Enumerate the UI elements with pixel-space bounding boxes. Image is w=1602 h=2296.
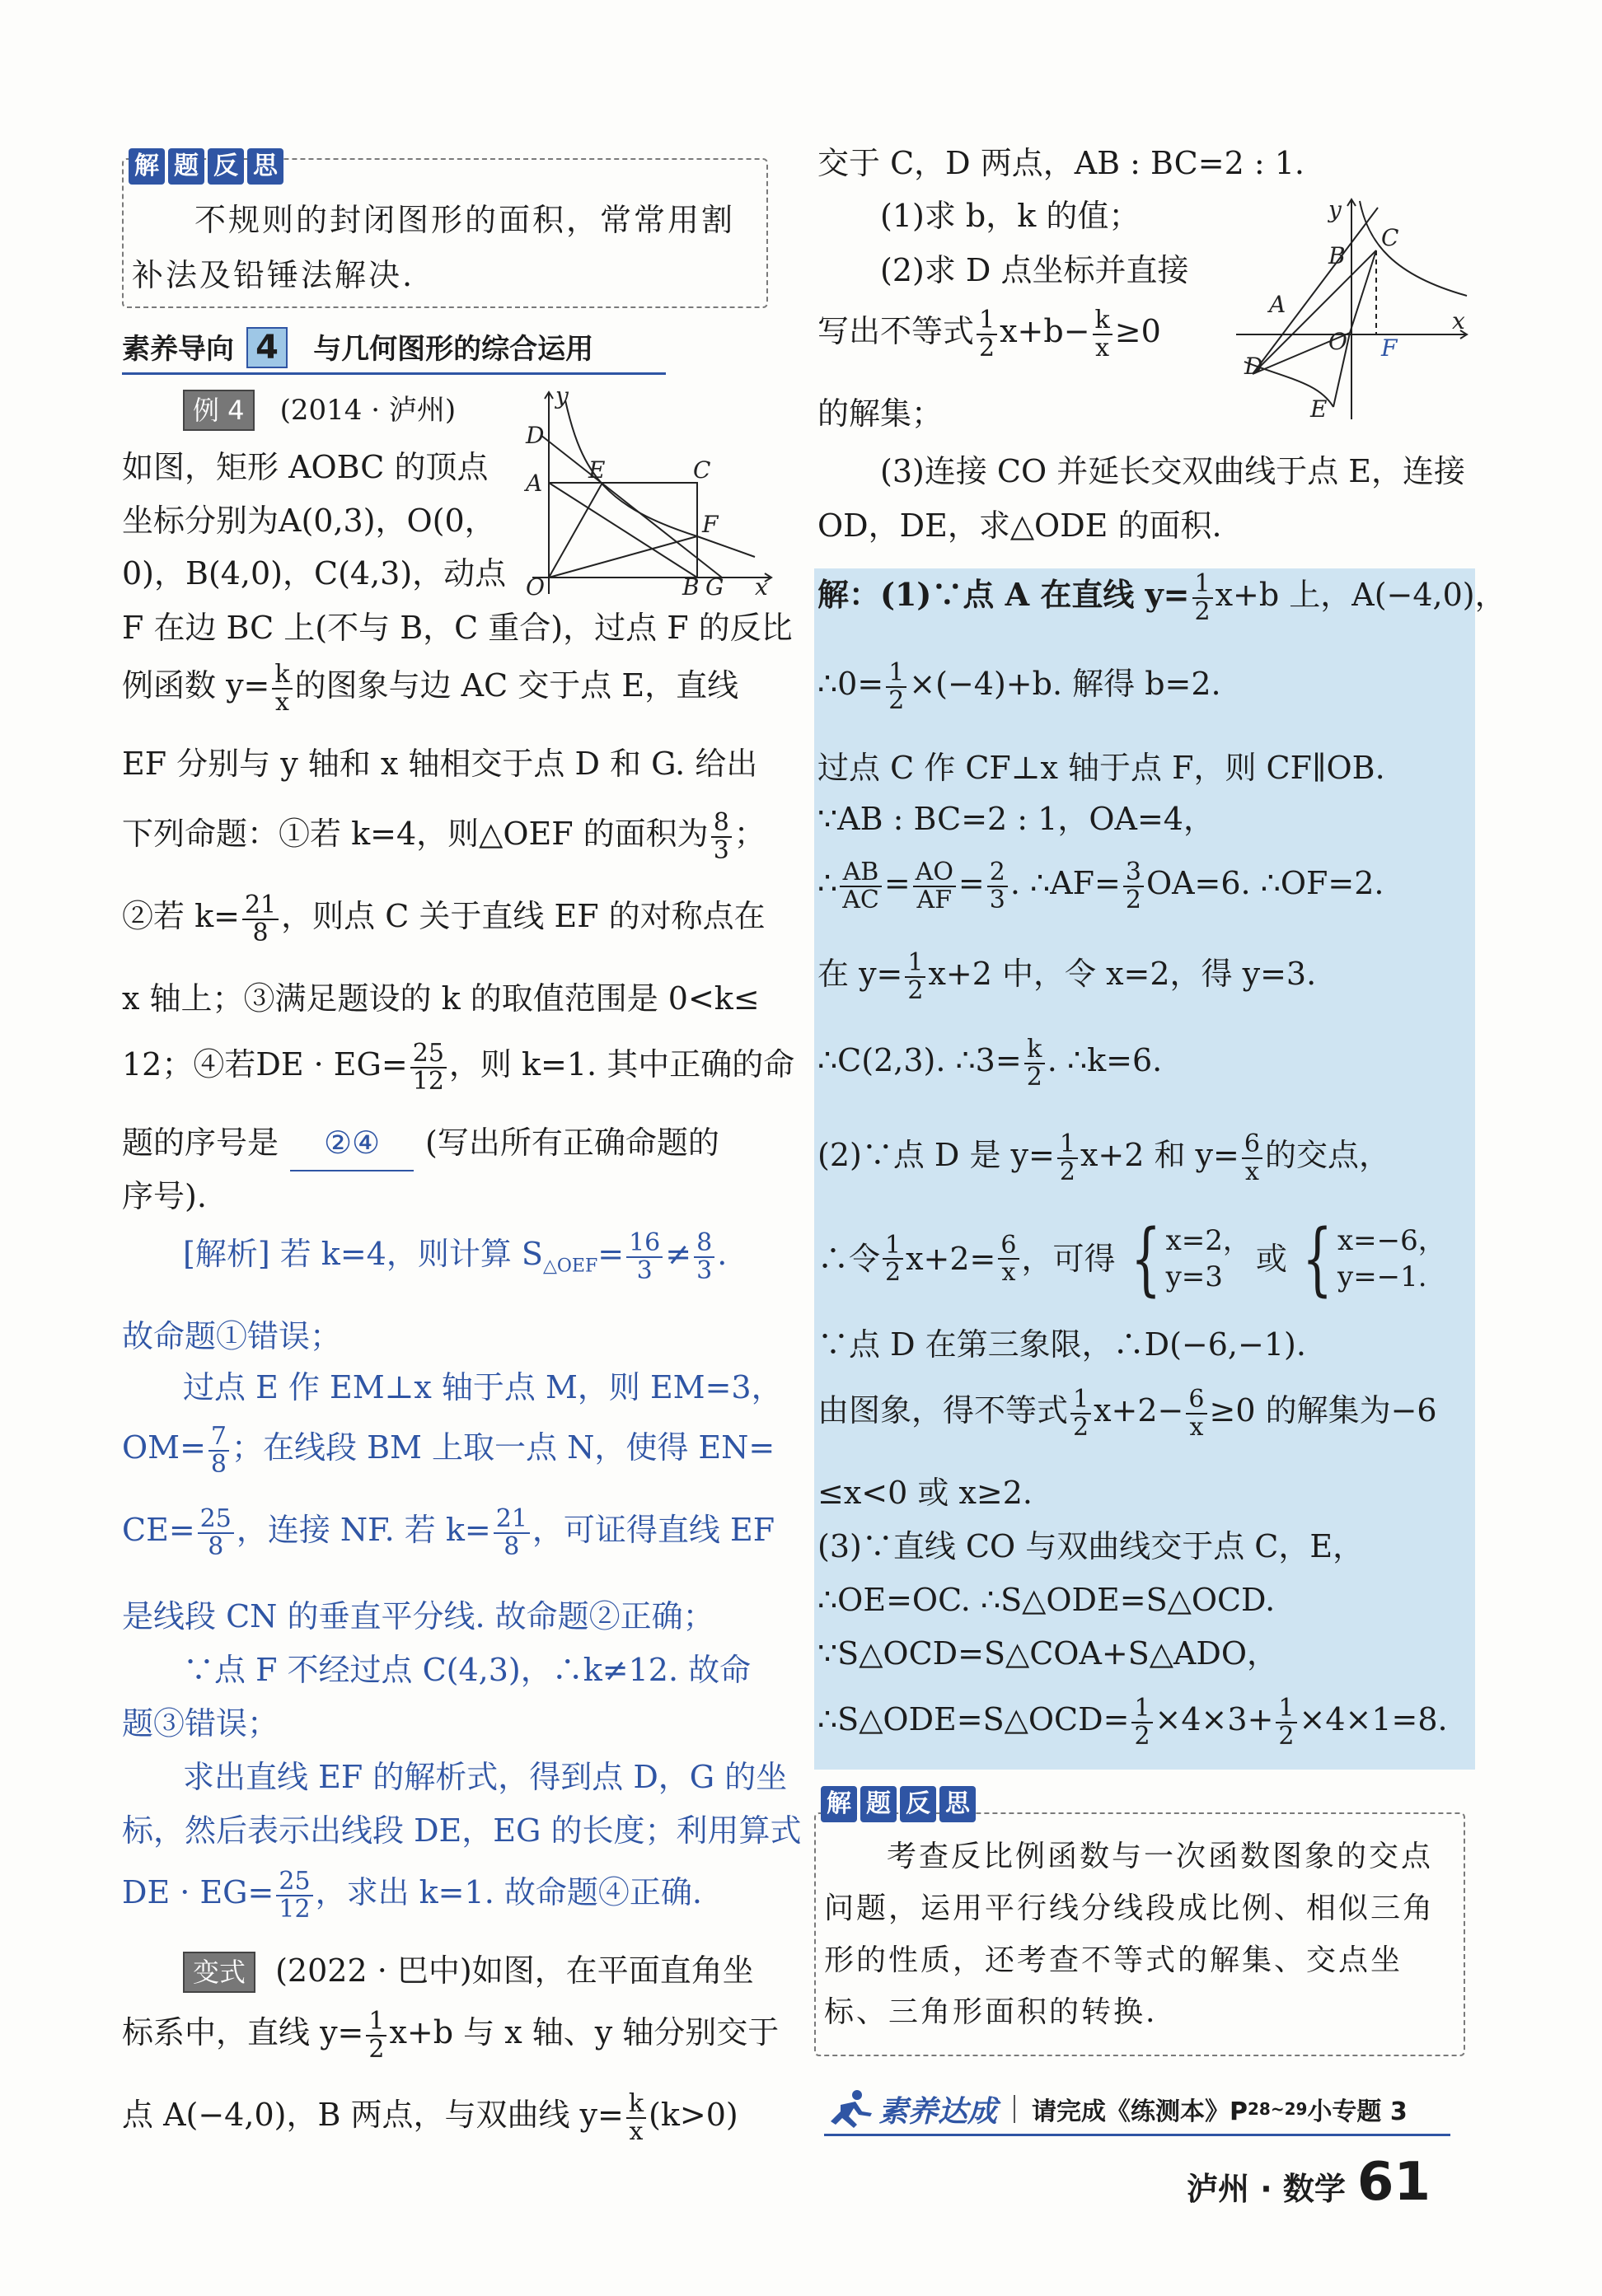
- example-line-3: 0)，B(4,0)，C(4,3)，动点: [122, 555, 507, 592]
- analysis-line-11: DE · EG= $\frac{25}{12}$ ，求出 k=1. 故命题④正确.: [122, 1867, 702, 1924]
- fig2-label-b: B: [1328, 242, 1346, 269]
- example-line-8: ②若 k= $\frac{21}{8}$ ，则点 C 关于直线 EF 的对称点在: [122, 891, 766, 947]
- solution-line-6: 在 y= $\frac{1}{2}$ x+2 中，令 x=2，得 y=3.: [817, 948, 1317, 1005]
- example-label: 例 4: [183, 390, 255, 431]
- frac-k-x: $\frac{k}{x}$: [272, 662, 292, 715]
- section-heading: [122, 326, 666, 375]
- section-title: 与几何图形的综合运用: [313, 333, 594, 366]
- answer-blank[interactable]: ②④: [290, 1116, 414, 1171]
- solution-line-14: ∴OE=OC. ∴S△ODE=S△OCD.: [817, 1582, 1276, 1618]
- page-footer-right: [1187, 2152, 1431, 2213]
- example-source: (2014 · 泸州): [279, 394, 457, 427]
- fig1-label-f: F: [702, 511, 719, 538]
- analysis-line-9: 求出直线 EF 的解析式，得到点 D，G 的坐: [183, 1759, 788, 1795]
- analysis-line-2: 故命题①错误；: [122, 1318, 342, 1354]
- footer-task[interactable]: 请完成《练测本》P: [1032, 2097, 1248, 2126]
- right-line-2: (1)求 b，k 的值；: [880, 198, 1141, 234]
- fig1-label-x: x: [755, 573, 768, 598]
- tips-label-2: 解 题 反 思: [821, 1786, 976, 1822]
- solution-line-16: ∴S△ODE=S△OCD= $\frac{1}{2}$ ×4×3+ $\frac{1}{2}$ ×4×1=8.: [817, 1694, 1448, 1751]
- section-label: 素养导向: [122, 333, 234, 366]
- analysis-line-10: 标，然后表示出线段 DE，EG 的长度；利用算式: [122, 1812, 802, 1849]
- example-header: [183, 387, 456, 435]
- system-2: { x=−6， y=−1.: [1302, 1213, 1446, 1305]
- right-line-3: (2)求 D 点坐标并直接: [880, 252, 1189, 288]
- example-line-10: 12；④若DE · EG= $\frac{25}{12}$ ，则 k=1. 其中正确的命: [122, 1039, 795, 1096]
- fig1-label-e: E: [588, 456, 606, 484]
- example-line-2: 坐标分别为A(0,3)，O(0，: [122, 503, 496, 539]
- solution-line-10: ∵点 D 在第三象限，∴D(−6,−1).: [817, 1326, 1306, 1363]
- variant-line-1: 变式 (2022 · 巴中)如图，在平面直角坐: [183, 1944, 754, 1998]
- tips-label-1: 解 题 反 思: [129, 148, 283, 185]
- right-line-5: 的解集；: [817, 395, 944, 432]
- page-number: 61: [1356, 2152, 1431, 2213]
- fig2-label-f: F: [1381, 334, 1398, 362]
- fig1-label-d: D: [526, 422, 545, 449]
- analysis-line-6: 是线段 CN 的垂直平分线. 故命题②正确；: [122, 1598, 714, 1634]
- analysis-line-3: 过点 E 作 EM⊥x 轴于点 M，则 EM=3，: [183, 1369, 783, 1405]
- footer-divider: [1014, 2095, 1015, 2123]
- fig2-label-o: O: [1328, 328, 1347, 355]
- right-line-6: (3)连接 CO 并延长交双曲线于点 E，连接: [880, 453, 1466, 489]
- footer-subject: 泸州 · 数学: [1187, 2171, 1346, 2207]
- fig2-label-a: A: [1269, 291, 1286, 318]
- analysis-line-7: ∵点 F 不经过点 C(4,3)，∴k≠12. 故命: [183, 1652, 752, 1688]
- solution-line-2: ∴0= $\frac{1}{2}$ ×(−4)+b. 解得 b=2.: [817, 658, 1221, 715]
- solution-line-7: ∴C(2,3). ∴3= $\frac{k}{2}$ . ∴k=6.: [817, 1035, 1163, 1092]
- tips-text-1: 不规则的封闭图形的面积，常常用割补法及铅锤法解决.: [132, 202, 736, 293]
- fig2-label-e: E: [1310, 395, 1328, 423]
- example-line-6: EF 分别与 y 轴和 x 轴相交于点 D 和 G. 给出: [122, 746, 758, 782]
- solution-line-12: ≤x<0 或 x≥2.: [817, 1475, 1033, 1511]
- fig2-label-y: y: [1328, 196, 1342, 223]
- right-line-4: 写出不等式 $\frac{1}{2}$ x+b− $\frac{k}{x}$ ≥0: [817, 306, 1161, 362]
- solution-line-15: ∵S△OCD=S△COA+S△ADO，: [817, 1635, 1279, 1672]
- footer-bar: [824, 2084, 1450, 2136]
- example-line-12: 序号).: [122, 1178, 207, 1214]
- fig1-label-c: C: [693, 456, 711, 484]
- example-line-1: 如图，矩形 AOBC 的顶点: [122, 449, 489, 485]
- analysis-line-8: 题③错误；: [122, 1705, 279, 1742]
- solution-line-9: ∴令 $\frac{1}{2}$ x+2= $\frac{6}{x}$ ，可得 { x=2， y=3 或 { x=−6， y=−1.: [817, 1213, 1446, 1305]
- right-line-1: 交于 C，D 两点，AB : BC=2 : 1.: [817, 145, 1305, 181]
- fig2-label-x: x: [1452, 307, 1465, 334]
- right-line-7: OD，DE，求△ODE 的面积.: [817, 507, 1222, 544]
- variant-label: 变式: [183, 1952, 255, 1993]
- solution-line-11: 由图象，得不等式 $\frac{1}{2}$ x+2− $\frac{6}{x}$ ≥0 的解集为−6: [817, 1385, 1437, 1442]
- solution-line-1: 解：(1)∵点 A 在直线 y= $\frac{1}{2}$ x+b 上，A(−4,0)，: [817, 569, 1506, 626]
- example-line-4: F 在边 BC 上(不与 B，C 重合)，过点 F 的反比: [122, 610, 793, 646]
- variant-line-2: 标系中，直线 y= $\frac{1}{2}$ x+b 与 x 轴、y 轴分别交于: [122, 2007, 780, 2064]
- fig2-label-c: C: [1381, 224, 1399, 251]
- example-line-7: 下列命题：①若 k=4，则△OEF 的面积为 $\frac{8}{3}$ ；: [122, 808, 766, 865]
- analysis-line-4: OM= $\frac{7}{8}$ ；在线段 BM 上取一点 N，使得 EN=: [122, 1422, 775, 1479]
- figure-line-hyperbola: [1236, 193, 1475, 423]
- analysis-line-5: CE= $\frac{25}{8}$ ，连接 NF. 若 k= $\frac{21}{8}$ ，可证得直线 EF: [122, 1504, 775, 1561]
- solution-line-8: (2)∵点 D 是 y= $\frac{1}{2}$ x+2 和 y= $\frac{6}{x}$ 的交点，: [817, 1129, 1390, 1186]
- figure-rectangle-hyperbola: [508, 384, 780, 598]
- fig1-label-b: B: [682, 573, 700, 598]
- tips-text-2: 考查反比例函数与一次函数图象的交点问题，运用平行线分线段成比例、相似三角形的性质，还考查不等式的解集、交点坐标、三角形面积的转换.: [824, 1840, 1436, 2029]
- variant-line-3: 点 A(−4,0)，B 两点，与双曲线 y= $\frac{k}{x}$ (k>0): [122, 2089, 738, 2146]
- solution-line-3: 过点 C 作 CF⊥x 轴于点 F，则 CF∥OB.: [817, 750, 1385, 786]
- solution-line-4: ∵AB : BC=2 : 1，OA=4，: [817, 801, 1215, 837]
- runner-icon: [824, 2088, 874, 2130]
- solution-line-13: (3)∵直线 CO 与双曲线交于点 C，E，: [817, 1528, 1365, 1564]
- fig1-label-a: A: [526, 470, 543, 497]
- fig2-label-d: D: [1244, 353, 1263, 380]
- footer-pages: 28~29: [1248, 2099, 1308, 2119]
- fig1-label-o: O: [526, 573, 545, 598]
- fig1-label-g: G: [705, 573, 724, 598]
- example-line-5: 例函数 y= $\frac{k}{x}$ 的图象与边 AC 交于点 E，直线: [122, 660, 739, 717]
- section-number: 4: [246, 327, 288, 368]
- solution-line-5: ∴ $\frac{AB}{AC}$ = $\frac{AO}{AF}$ = $\frac{2}{3}$ . ∴AF= $\frac{3}{2}$ OA=6. ∴OF=2.: [817, 858, 1384, 914]
- example-line-11: 题的序号是 ②④ (写出所有正确命题的: [122, 1116, 719, 1171]
- footer-task2: 小专题 3: [1307, 2097, 1408, 2126]
- analysis-line-1: [解析] 若 k=4，则计算 $S_{\triangle OEF}=$ $\frac{16}{3}$ ≠ $\frac{8}{3}$ .: [183, 1228, 728, 1285]
- fig1-label-y: y: [555, 384, 569, 409]
- system-1: { x=2， y=3: [1130, 1213, 1251, 1305]
- example-line-9: x 轴上；③满足题设的 k 的取值范围是 0<k≤: [122, 980, 760, 1017]
- footer-brand: 素养达成: [878, 2094, 998, 2129]
